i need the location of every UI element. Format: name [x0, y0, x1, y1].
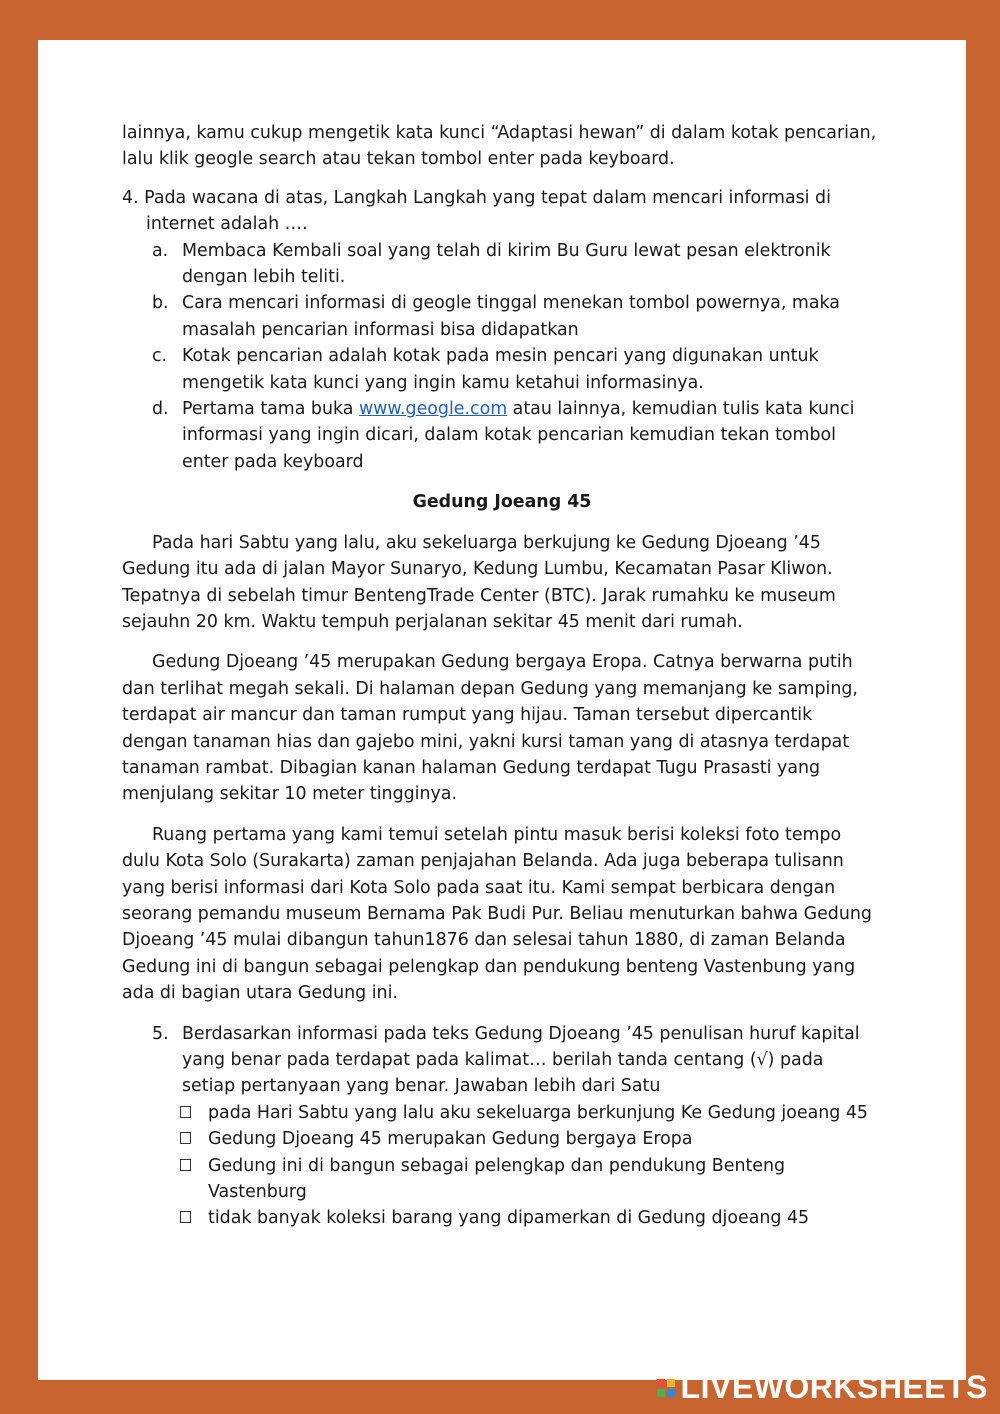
checkbox-label: tidak banyak koleksi barang yang dipamerkan di Gedung djoeang 45	[208, 1208, 810, 1229]
question-5-number: 5.	[152, 1023, 169, 1044]
logo-tile	[667, 1379, 675, 1387]
option-c-text: Kotak pencarian adalah kotak pada mesin pencari yang digunakan untuk mengetik kata kunci yang ingin kamu ketahui informasinya.	[182, 346, 819, 393]
option-d-text-before: Pertama tama buka	[182, 399, 359, 420]
option-b-mark: b.	[152, 293, 169, 314]
checkbox-icon[interactable]	[180, 1159, 191, 1171]
question-5-stem: Berdasarkan informasi pada teks Gedung Djoeang ’45 penulisan huruf kapital yang benar pada terdapat pada kalimat… berilah tanda centang (√) pada setiap pertanyaan yang benar. Jawaban lebih dari Satu	[182, 1023, 860, 1097]
story-title: Gedung Joeang 45	[412, 492, 592, 513]
checkbox-choice	[122, 1205, 882, 1231]
geogle-link[interactable]: www.geogle.com	[358, 399, 508, 420]
worksheet-page	[38, 40, 966, 1380]
question-4-options	[122, 238, 882, 476]
question-5-choices	[122, 1100, 882, 1232]
liveworksheets-logo	[657, 1369, 988, 1406]
checkbox-icon[interactable]	[180, 1132, 191, 1144]
checkbox-choice	[122, 1126, 882, 1152]
option-d[interactable]	[122, 396, 882, 475]
option-b-text: Cara mencari informasi di geogle tinggal menekan tombol powernya, maka masalah pencarian informasi bisa didapatkan	[182, 293, 840, 340]
checkbox-choice	[122, 1153, 882, 1206]
checkbox-icon[interactable]	[180, 1211, 191, 1223]
checkbox-choice	[122, 1100, 882, 1126]
checkbox-label: Gedung ini di bangun sebagai pelengkap dan pendukung Benteng Vastenburg	[208, 1155, 786, 1203]
logo-text: LIVEWORKSHEETS	[680, 1369, 988, 1405]
option-c[interactable]	[122, 343, 882, 396]
story-paragraph: Gedung Djoeang ’45 merupakan Gedung bergaya Eropa. Catnya berwarna putih dan terlihat megah sekali. Di halaman depan Gedung yang memanjang ke samping, terdapat air mancur dan taman rumput yang hijau. Taman tersebut dipercantik dengan tanaman hias dan gajebo mini, yakni kursi taman yang di atasnya terdapat tanaman rambat. Dibagian kanan halaman Gedung terdapat Tugu Prasasti yang menjulang sekitar 10 meter tingginya.	[122, 652, 858, 805]
story-paragraph: Pada hari Sabtu yang lalu, aku sekeluarga berkujung ke Gedung Djoeang ’45 Gedung itu ada di jalan Mayor Sunaryo, Kedung Lumbu, Kecamatan Pasar Kliwon. Tepatnya di sebelah timur BentengTrade Center (BTC). Jarak rumahku ke museum sejauhn 20 km. Waktu tempuh perjalanan sekitar 45 menit dari rumah.	[122, 532, 836, 632]
story-paragraph: Ruang pertama yang kami temui setelah pintu masuk berisi koleksi foto tempo dulu Kota Solo (Surakarta) zaman penjajahan Belanda. Ada juga beberapa tulisann yang berisi informasi dari Kota Solo pada saat itu. Kami sempat berbicara dengan seorang pemandu museum Bernama Pak Budi Pur. Beliau menuturkan bahwa Gedung Djoeang ’45 mulai dibangun tahun1876 dan selesai tahun 1880, di zaman Belanda Gedung ini di bangun sebagai pelengkap dan pendukung benteng Vastenbung yang ada di bagian utara Gedung ini.	[122, 824, 872, 1004]
worksheet-content	[122, 120, 882, 1232]
option-d-mark: d.	[152, 399, 169, 420]
question-4	[122, 185, 882, 475]
option-a-mark: a.	[152, 240, 169, 261]
option-a[interactable]	[122, 238, 882, 291]
question-4-stem: 4. Pada wacana di atas, Langkah Langkah yang tepat dalam mencari informasi di internet adalah ….	[122, 187, 831, 235]
option-d-text-after: atau lainnya, kemudian tulis kata kunci informasi yang ingin dicari, dalam kotak pencarian kemudian tekan tombol enter pada keyboard	[182, 399, 855, 472]
checkbox-icon[interactable]	[180, 1106, 191, 1118]
checkbox-label: pada Hari Sabtu yang lalu aku sekeluarga berkunjung Ke Gedung joeang 45	[208, 1102, 868, 1123]
checkbox-label: Gedung Djoeang 45 merupakan Gedung bergaya Eropa	[208, 1129, 693, 1150]
logo-tile	[657, 1389, 665, 1397]
logo-tile	[667, 1389, 675, 1397]
logo-tiles-icon	[657, 1379, 675, 1397]
logo-tile	[657, 1379, 665, 1387]
option-a-text: Membaca Kembali soal yang telah di kirim Bu Guru lewat pesan elektronik dengan lebih teliti.	[182, 240, 831, 288]
question-5	[122, 1021, 882, 1100]
option-b[interactable]	[122, 290, 882, 343]
intro-text: lainnya, kamu cukup mengetik kata kunci “Adaptasi hewan” di dalam kotak pencarian, lalu klik geogle search atau tekan tombol enter pada keyboard.	[122, 123, 877, 170]
option-c-mark: c.	[152, 346, 168, 367]
